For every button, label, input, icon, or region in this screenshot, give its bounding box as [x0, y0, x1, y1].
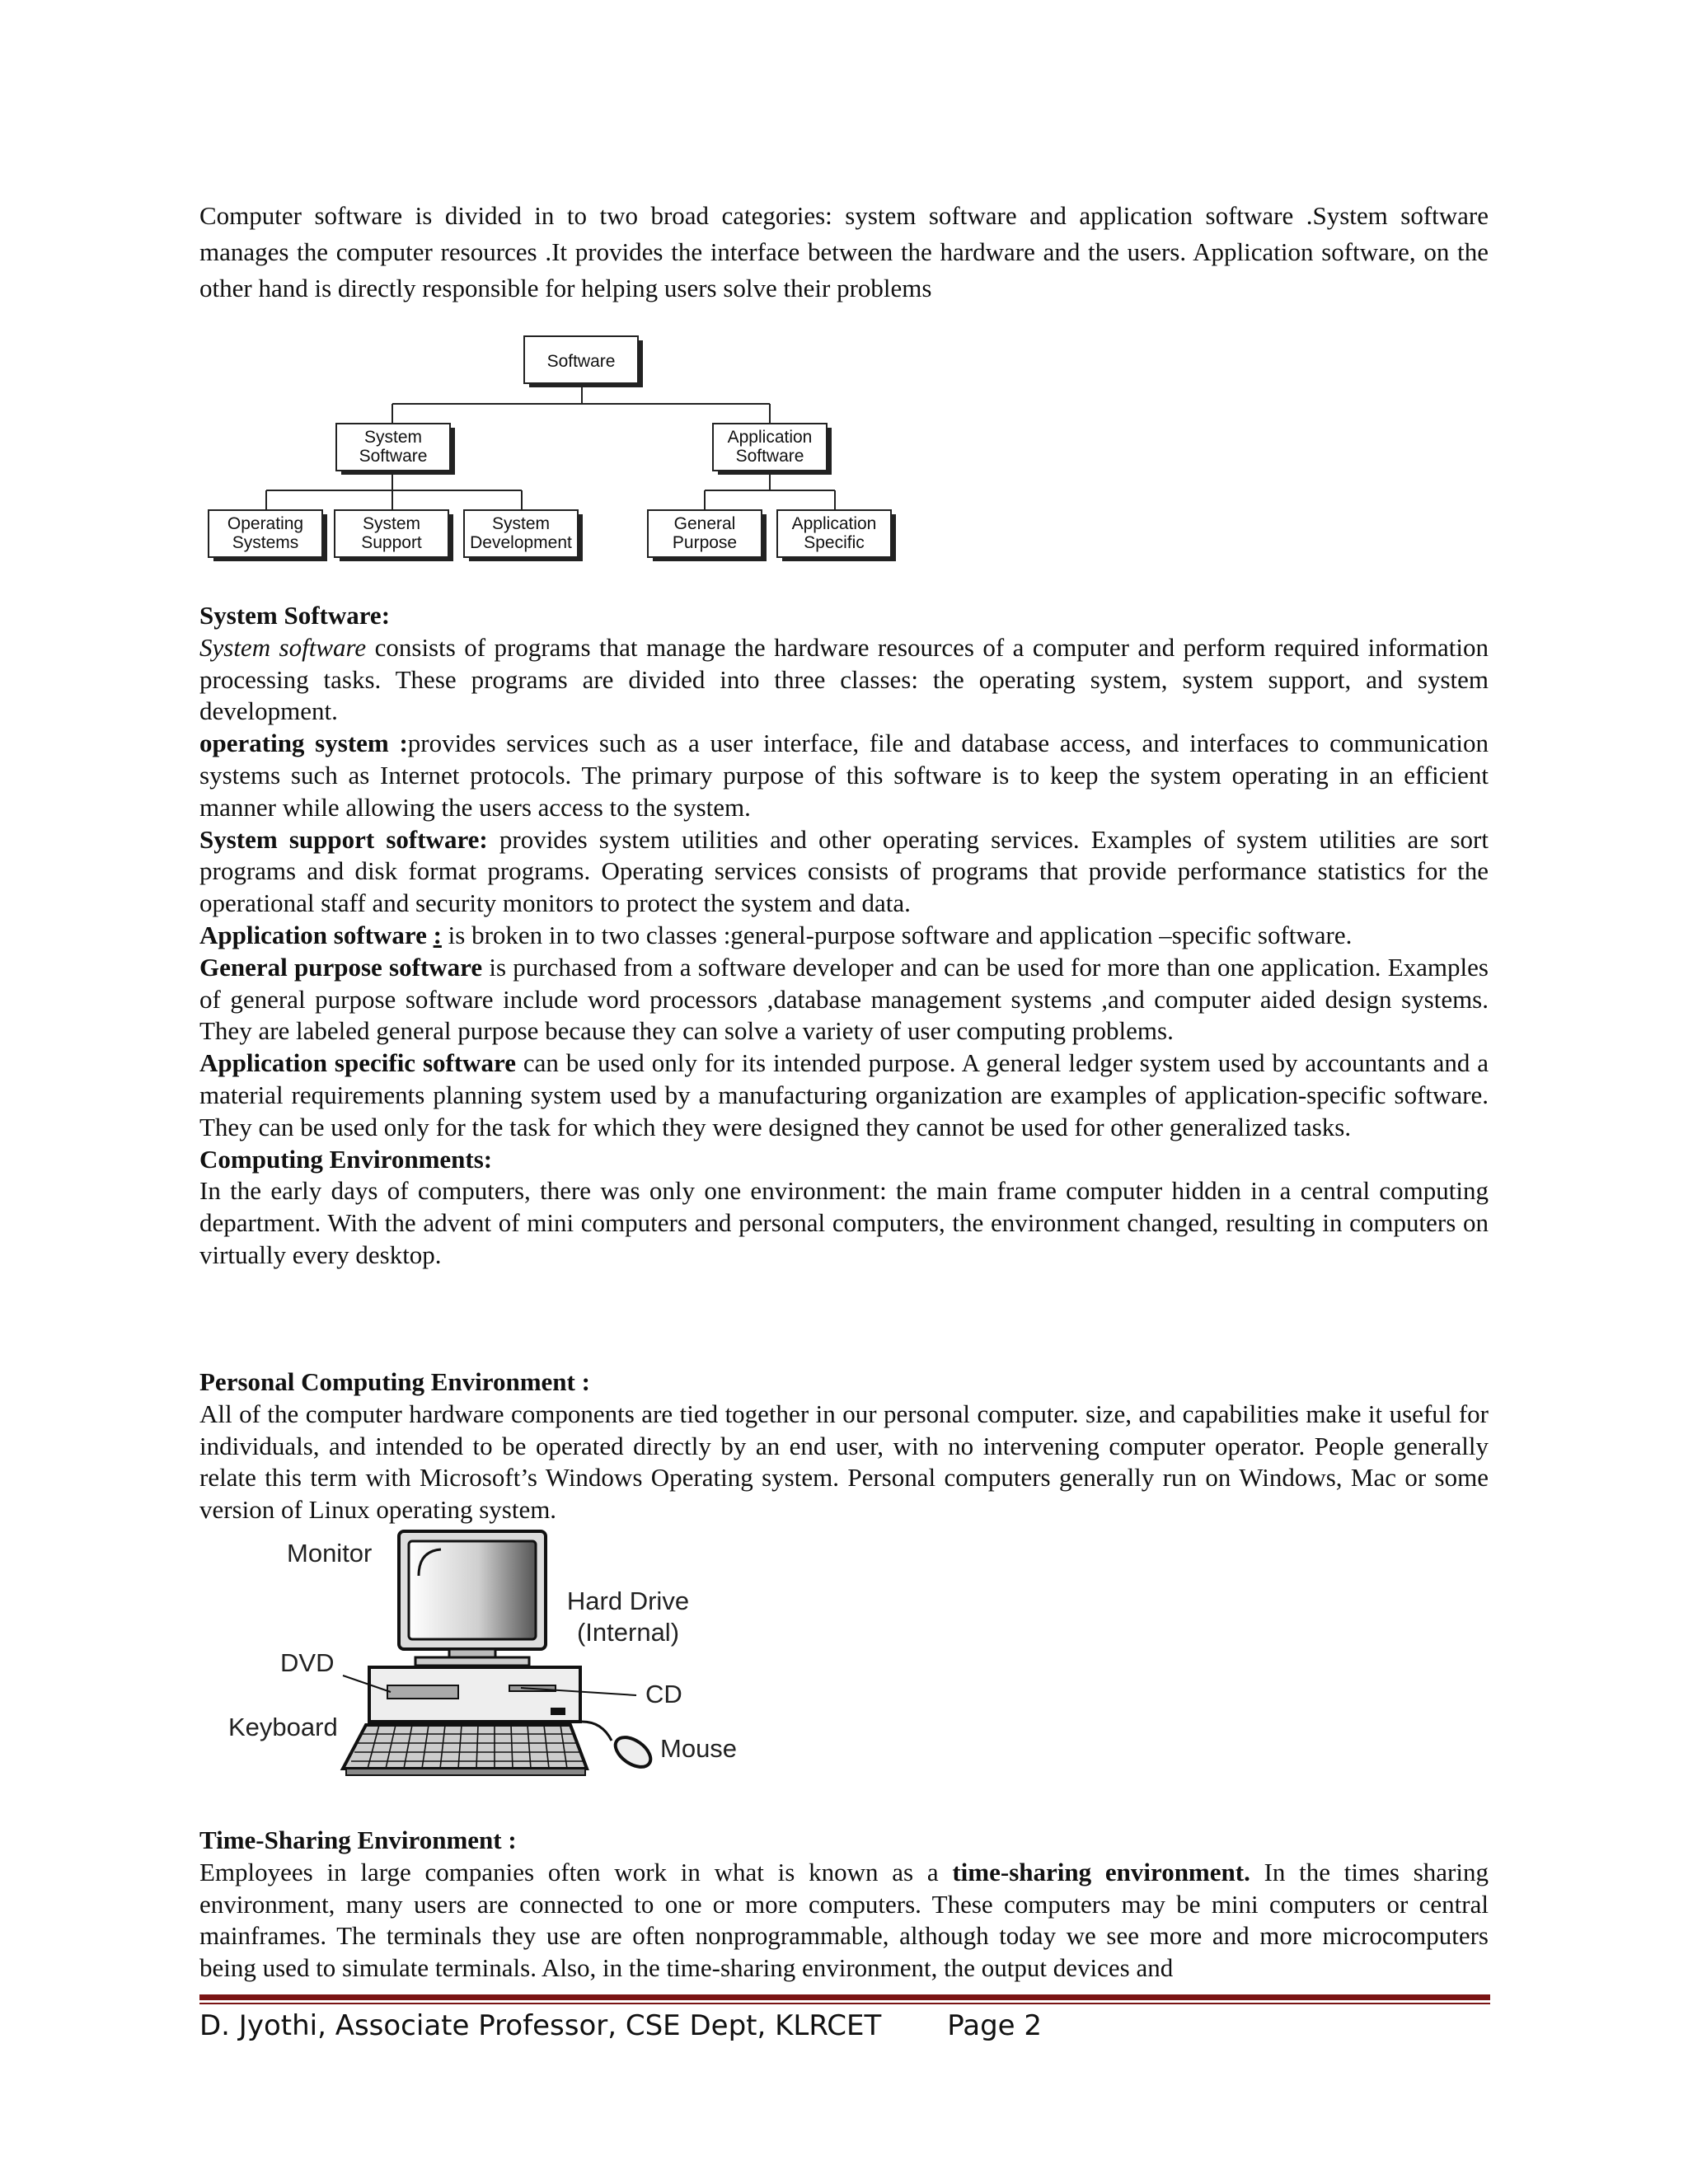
node-application-specific	[777, 510, 896, 561]
node-system-development	[464, 510, 583, 561]
intro-paragraph: Computer software is divided in to two broad categories: system software and application software .System software manages the computer resources .It provides the interface between the hardware and the users. Application software, on the other hand is directly responsible for helping users solve their problems	[199, 201, 1489, 302]
mouse-label: Mouse	[660, 1734, 738, 1763]
timesharing-section	[199, 1825, 1489, 1985]
node-system-support	[335, 510, 453, 561]
hard-drive-sublabel: (Internal)	[576, 1618, 680, 1647]
timesharing-paragraph: Employees in large companies often work in what is known as a time-sharing environment. In the times sharing environment, many users are connected to one or more computers. These computers may be mini computers or central mainframes. The terminals they use are often nonprogrammable, although today we see more and more microcomputers being used to simulate terminals. Also, in the time-sharing environment, the output devices and	[199, 1857, 1489, 1983]
page-number: Page 2	[947, 2009, 1043, 2042]
node-system-software	[336, 424, 455, 475]
footer-rule-thin	[199, 2003, 1490, 2004]
computing-environments-heading: Computing Environments:	[199, 1144, 493, 1174]
personal-env-paragraph: All of the computer hardware components are tied together in our personal computer. size, and capabilities make it useful for individuals, and intended to be operated directly by an end user, with no intervening computer operator. People generally relate this term with Microsoft’s Windows Operating system. Personal computers generally run on Windows, Mac or some version of Linux operating system.	[199, 1399, 1489, 1525]
svg-text:Systems: Systems	[232, 533, 299, 552]
timesharing-heading: Time-Sharing Environment :	[199, 1825, 517, 1854]
personal-computer-illustration	[214, 1525, 758, 1780]
general-purpose-paragraph: General purpose software is purchased from a software developer and can be used for more than one application. Examples of general purpose software include word processors ,database management systems ,and computer aided design systems. They are labeled general purpose because they can solve a variety of user computing problems.	[199, 952, 1489, 1046]
node-application-software	[713, 424, 832, 475]
operating-system-paragraph: operating system :provides services such as a user interface, file and database access, and interfaces to communication systems such as Internet protocols. The primary purpose of this software is to keep the system operating in an efficient manner while allowing the users access to the system.	[199, 729, 1489, 822]
monitor-label: Monitor	[287, 1539, 373, 1568]
svg-text:Specific: Specific	[804, 533, 865, 552]
system-support-paragraph: System support software: provides system utilities and other operating services. Examples of system utilities are sort programs and disk format programs. Operating services consists of programs that provide performance statistics for the operational staff and security monitors to protect the system and data.	[199, 824, 1489, 918]
cd-label: CD	[645, 1680, 682, 1708]
svg-text:Application: Application	[791, 514, 877, 533]
system-software-paragraph: System software consists of programs that manage the hardware resources of a computer and perform required information processing tasks. These programs are divided into three classes: the operating system, system support, and system development.	[199, 632, 1489, 726]
application-specific-paragraph: Application specific software can be used only for its intended purpose. A general ledger system used by accountants and a material requirements planning system used by a manufacturing organization are examples of application-specific software. They can be used only for the task for which they were designed they cannot be used for other generalized tasks.	[199, 1048, 1489, 1141]
computing-environments-paragraph: In the early days of computers, there was only one environment: the main frame computer hidden in a central computing department. With the advent of mini computers and personal computers, the environment changed, resulting in computers on virtually every desktop.	[199, 1176, 1489, 1269]
page-footer	[199, 2009, 1042, 2042]
body-text	[199, 600, 1489, 1272]
system-unit-icon	[369, 1667, 580, 1722]
hard-drive-label: Hard Drive	[566, 1586, 690, 1615]
monitor-icon	[399, 1531, 546, 1666]
svg-text:Application: Application	[727, 428, 813, 447]
personal-env-section	[199, 1366, 1489, 1526]
footer-author: D. Jyothi, Associate Professor, CSE Dept, KLRCET	[199, 2009, 882, 2042]
personal-env-heading: Personal Computing Environment :	[199, 1367, 590, 1396]
svg-text:Operating: Operating	[227, 514, 304, 533]
node-software	[524, 336, 643, 387]
svg-text:Purpose: Purpose	[672, 533, 738, 552]
mouse-icon	[580, 1722, 656, 1773]
svg-text:System: System	[363, 428, 423, 447]
svg-text:Development: Development	[470, 533, 572, 552]
svg-text:Software: Software	[546, 352, 616, 371]
footer-rule-thick	[199, 1994, 1490, 2000]
svg-text:General: General	[673, 514, 736, 533]
keyboard-icon	[343, 1725, 587, 1775]
svg-text:System: System	[491, 514, 551, 533]
svg-text:Software: Software	[735, 447, 804, 466]
system-software-heading: System Software:	[199, 601, 391, 630]
svg-text:Support: Support	[361, 533, 422, 552]
keyboard-label: Keyboard	[228, 1713, 338, 1741]
software-hierarchy-diagram	[198, 330, 907, 569]
node-operating-systems	[209, 510, 327, 561]
dvd-label: DVD	[280, 1648, 335, 1677]
svg-text:Software: Software	[359, 447, 428, 466]
node-general-purpose	[648, 510, 767, 561]
svg-text:System: System	[362, 514, 421, 533]
application-software-paragraph: Application software : is broken in to two classes :general-purpose software and application –specific software.	[199, 920, 1353, 949]
